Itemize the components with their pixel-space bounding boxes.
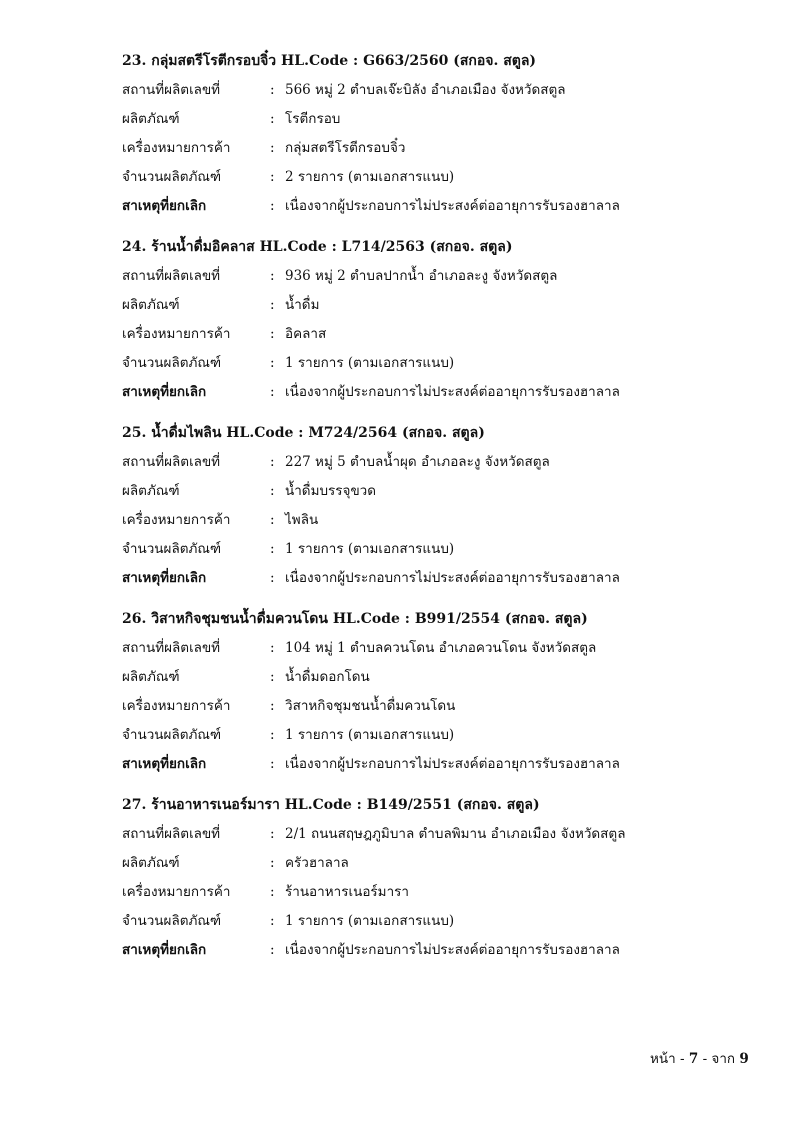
product-label: ผลิตภัณฑ์ [122,855,180,871]
reason-label: สาเหตุที่ยกเลิก [122,384,207,400]
page-total: 9 [739,1051,749,1067]
product-row [122,849,762,878]
colon: : [270,111,275,127]
entry-26 [122,604,762,779]
count-row [122,349,762,378]
colon: : [270,640,275,656]
product-row [122,291,762,320]
entry-23 [122,46,762,221]
colon: : [270,727,275,743]
reason-row [122,750,762,779]
entry-24 [122,232,762,407]
entry-title: 25. น้ำดื่มไพลิน HL.Code : M724/2564 (สกอจ. สตูล) [122,425,485,441]
location-label: สถานที่ผลิตเลขที่ [122,268,221,284]
count-label: จำนวนผลิตภัณฑ์ [122,727,222,743]
product-value: น้ำดื่มบรรจุขวด [285,483,377,499]
count-value: 1 รายการ (ตามเอกสารแนบ) [285,541,455,557]
product-row [122,477,762,506]
trademark-row [122,692,762,721]
product-label: ผลิตภัณฑ์ [122,297,180,313]
count-label: จำนวนผลิตภัณฑ์ [122,913,222,929]
location-label: สถานที่ผลิตเลขที่ [122,640,221,656]
reason-value: เนื่องจากผู้ประกอบการไม่ประสงค์ต่ออายุการรับรองฮาลาล [285,384,620,400]
colon: : [270,355,275,371]
colon: : [270,198,275,214]
location-row [122,262,762,291]
trademark-value: ไพลิน [285,512,319,528]
product-label: ผลิตภัณฑ์ [122,111,180,127]
trademark-label: เครื่องหมายการค้า [122,698,231,714]
colon: : [270,855,275,871]
page-prefix: หน้า - [650,1051,685,1067]
colon: : [270,140,275,156]
reason-row [122,564,762,593]
location-value: 227 หมู่ 5 ตำบลน้ำผุด อำเภอละงู จังหวัดสตูล [285,454,550,470]
product-label: ผลิตภัณฑ์ [122,669,180,685]
reason-label: สาเหตุที่ยกเลิก [122,942,207,958]
entry-title: 24. ร้านน้ำดื่มอิคลาส HL.Code : L714/2563 (สกอจ. สตูล) [122,239,513,255]
product-value: น้ำดื่มดอกโดน [285,669,370,685]
location-label: สถานที่ผลิตเลขที่ [122,82,221,98]
location-value: 2/1 ถนนสฤษฎภูมิบาล ตำบลพิมาน อำเภอเมือง จังหวัดสตูล [285,826,626,842]
entry-title: 26. วิสาหกิจชุมชนน้ำดื่มควนโดน HL.Code : B991/2554 (สกอจ. สตูล) [122,611,588,627]
page-footer [650,1047,749,1069]
colon: : [270,268,275,284]
colon: : [270,942,275,958]
reason-label: สาเหตุที่ยกเลิก [122,198,207,214]
count-value: 1 รายการ (ตามเอกสารแนบ) [285,355,455,371]
location-label: สถานที่ผลิตเลขที่ [122,454,221,470]
reason-label: สาเหตุที่ยกเลิก [122,756,207,772]
trademark-label: เครื่องหมายการค้า [122,140,231,156]
trademark-value: อิคลาส [285,326,327,342]
page-middle: - จาก [702,1051,736,1067]
trademark-label: เครื่องหมายการค้า [122,326,231,342]
count-value: 1 รายการ (ตามเอกสารแนบ) [285,727,455,743]
count-value: 2 รายการ (ตามเอกสารแนบ) [285,169,455,185]
count-value: 1 รายการ (ตามเอกสารแนบ) [285,913,455,929]
entry-title: 23. กลุ่มสตรีโรตีกรอบจิ๋ว HL.Code : G663/2560 (สกอจ. สตูล) [122,53,537,69]
reason-label: สาเหตุที่ยกเลิก [122,570,207,586]
product-value: โรตีกรอบ [285,111,341,127]
reason-value: เนื่องจากผู้ประกอบการไม่ประสงค์ต่ออายุการรับรองฮาลาล [285,942,620,958]
trademark-label: เครื่องหมายการค้า [122,512,231,528]
trademark-value: ร้านอาหารเนอร์มารา [285,884,409,900]
colon: : [270,326,275,342]
count-row [122,721,762,750]
location-value: 566 หมู่ 2 ตำบลเจ๊ะบิลัง อำเภอเมือง จังหวัดสตูล [285,82,566,98]
page-number: 7 [688,1051,699,1067]
location-value: 936 หมู่ 2 ตำบลปากน้ำ อำเภอละงู จังหวัดสตูล [285,268,558,284]
location-row [122,634,762,663]
location-value: 104 หมู่ 1 ตำบลควนโดน อำเภอควนโดน จังหวัดสตูล [285,640,597,656]
reason-value: เนื่องจากผู้ประกอบการไม่ประสงค์ต่ออายุการรับรองฮาลาล [285,570,620,586]
product-value: น้ำดื่ม [285,297,320,313]
count-label: จำนวนผลิตภัณฑ์ [122,541,222,557]
product-row [122,105,762,134]
colon: : [270,512,275,528]
colon: : [270,669,275,685]
trademark-value: กลุ่มสตรีโรตีกรอบจิ๋ว [285,140,406,156]
product-label: ผลิตภัณฑ์ [122,483,180,499]
colon: : [270,756,275,772]
colon: : [270,483,275,499]
product-row [122,663,762,692]
colon: : [270,454,275,470]
colon: : [270,541,275,557]
colon: : [270,570,275,586]
trademark-row [122,134,762,163]
count-row [122,907,762,936]
colon: : [270,82,275,98]
colon: : [270,297,275,313]
reason-value: เนื่องจากผู้ประกอบการไม่ประสงค์ต่ออายุการรับรองฮาลาล [285,756,620,772]
entry-27 [122,790,762,965]
colon: : [270,169,275,185]
count-label: จำนวนผลิตภัณฑ์ [122,355,222,371]
count-row [122,163,762,192]
trademark-label: เครื่องหมายการค้า [122,884,231,900]
location-row [122,820,762,849]
colon: : [270,826,275,842]
count-row [122,535,762,564]
reason-row [122,936,762,965]
product-value: ครัวฮาลาล [285,855,349,871]
trademark-row [122,878,762,907]
count-label: จำนวนผลิตภัณฑ์ [122,169,222,185]
colon: : [270,698,275,714]
trademark-row [122,506,762,535]
entry-title: 27. ร้านอาหารเนอร์มารา HL.Code : B149/2551 (สกอจ. สตูล) [122,797,540,813]
location-row [122,448,762,477]
colon: : [270,913,275,929]
colon: : [270,884,275,900]
trademark-row [122,320,762,349]
reason-row [122,192,762,221]
location-row [122,76,762,105]
trademark-value: วิสาหกิจชุมชนน้ำดื่มควนโดน [285,698,456,714]
reason-row [122,378,762,407]
location-label: สถานที่ผลิตเลขที่ [122,826,221,842]
entry-25 [122,418,762,593]
colon: : [270,384,275,400]
reason-value: เนื่องจากผู้ประกอบการไม่ประสงค์ต่ออายุการรับรองฮาลาล [285,198,620,214]
